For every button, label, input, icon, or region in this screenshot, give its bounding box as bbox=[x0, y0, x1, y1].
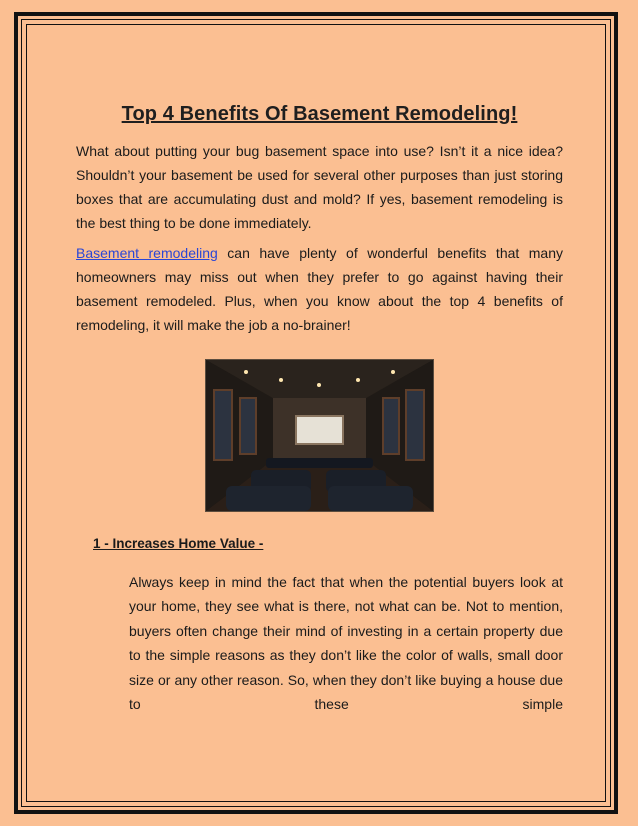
section-body-increases-home-value: Always keep in mind the fact that when the potential buyers look at your home, they see what is there, not what can be. Not to mention, buyers often change their mind of investing in a certain property due to the simple reasons as they don’t like the color of walls, small door size or any other reason. So, when they don’t like buying a house due to these simple bbox=[129, 574, 563, 713]
basement-remodeling-link[interactable]: Basement remodeling bbox=[76, 245, 218, 261]
home-theater-illustration bbox=[206, 360, 433, 511]
second-paragraph bbox=[76, 241, 563, 337]
section-heading-increases-home-value: 1 - Increases Home Value - bbox=[93, 536, 264, 551]
article-title: Top 4 Benefits Of Basement Remodeling! bbox=[121, 103, 518, 125]
second-paragraph-text: can have plenty of wonderful benefits that many homeowners may miss out when they prefer to go against having their basement remodeled. Plus, when you know about the top 4 benefits of remodeling, it will make the job a no-brainer! bbox=[76, 245, 564, 333]
home-theater-photo bbox=[205, 359, 434, 512]
intro-paragraph: What about putting your bug basement space into use? Isn’t it a nice idea? Shouldn’t your basement be used for several other purposes than just storing boxes that are accumulating dust and mold? If yes, basement remodeling is the best thing to be done immediately. bbox=[76, 143, 563, 231]
article-content bbox=[76, 103, 563, 343]
